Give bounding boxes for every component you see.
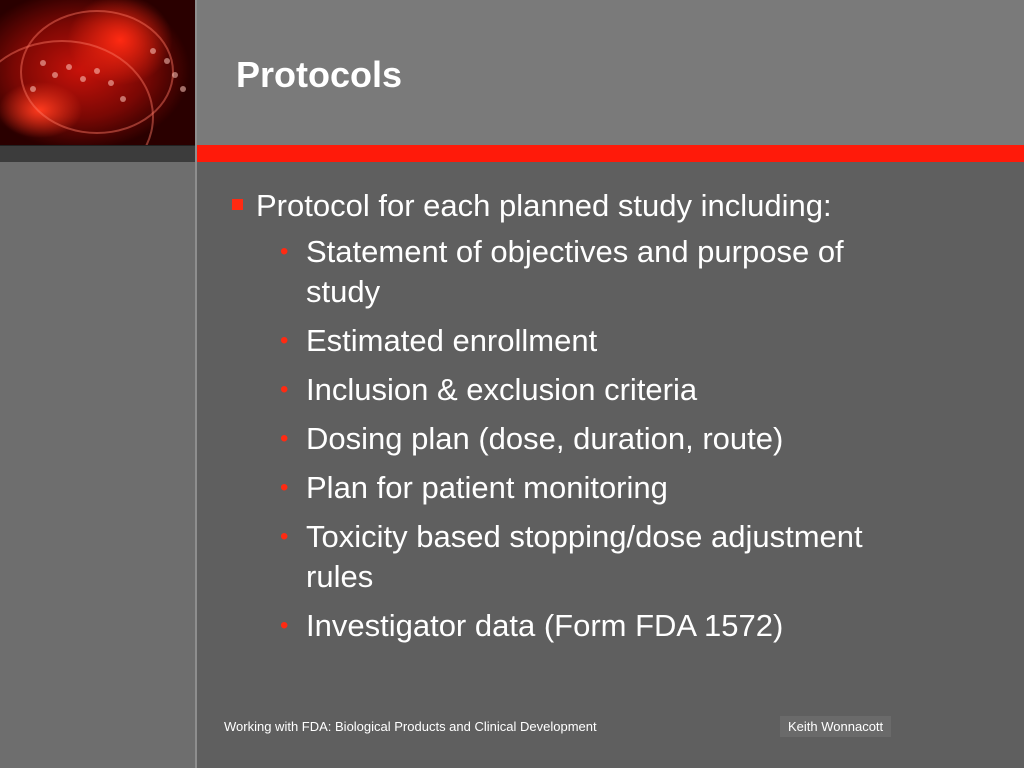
dot-bullet-icon: • — [280, 425, 289, 452]
main-point-text: Protocol for each planned study including: — [256, 188, 832, 223]
sub-point-text: Toxicity based stopping/dose adjustment rules — [306, 519, 863, 594]
dot-bullet-icon: • — [280, 238, 289, 265]
sub-point-text: Statement of objectives and purpose of study — [306, 234, 844, 309]
dot-bullet-icon: • — [280, 523, 289, 550]
main-point — [230, 186, 1000, 226]
header-decorative-image — [0, 0, 195, 145]
list-item — [230, 419, 866, 459]
dot-bullet-icon: • — [280, 376, 289, 403]
left-panel — [0, 162, 195, 768]
vertical-divider — [195, 0, 197, 768]
square-bullet-icon — [232, 199, 243, 210]
footer-author: Keith Wonnacott — [780, 716, 891, 737]
sub-point-text: Inclusion & exclusion criteria — [306, 372, 698, 407]
list-item — [230, 517, 866, 597]
sub-point-text: Plan for patient monitoring — [306, 470, 668, 505]
sub-point-text: Estimated enrollment — [306, 323, 598, 358]
slide-title: Protocols — [236, 54, 403, 95]
dot-bullet-icon: • — [280, 612, 289, 639]
dot-bullet-icon: • — [280, 327, 289, 354]
list-item — [230, 232, 866, 312]
accent-rule — [197, 145, 1024, 162]
footer-presentation-title: Working with FDA: Biological Products and Clinical Development — [224, 719, 597, 734]
list-item — [230, 606, 866, 646]
sub-point-text: Dosing plan (dose, duration, route) — [306, 421, 784, 456]
sub-point-list — [230, 232, 1000, 646]
list-item — [230, 321, 866, 361]
slide-body — [230, 186, 1000, 655]
list-item — [230, 468, 866, 508]
dot-bullet-icon: • — [280, 474, 289, 501]
list-item — [230, 370, 866, 410]
rule-left — [0, 145, 195, 163]
sub-point-text: Investigator data (Form FDA 1572) — [306, 608, 784, 643]
